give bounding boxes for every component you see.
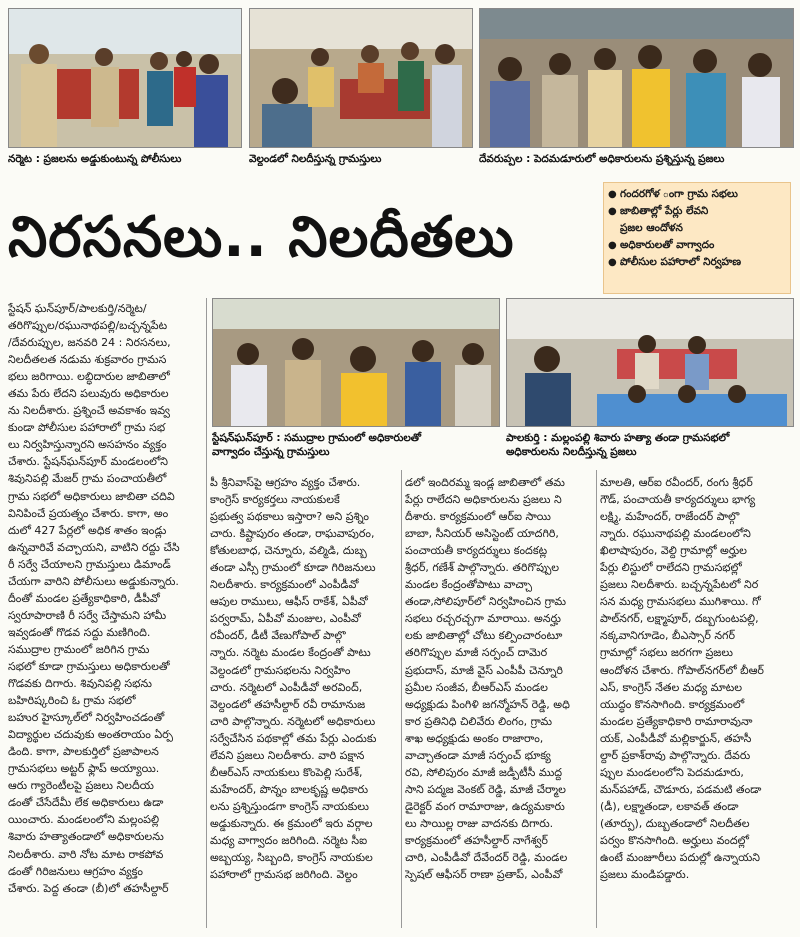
article-column-4: [600, 474, 792, 934]
photo-caption: వాగ్వాదం చేస్తున్న గ్రామస్తులు: [212, 446, 330, 458]
article-line: లక్ష్మి, మహేందర్, రాజేందర్ పాల్గొ: [600, 510, 740, 524]
article-line: సర్వేచేసిన పథకాల్లో తమ పేర్లు ఎందుకు: [210, 731, 377, 745]
article-line: సముద్రాల గ్రామంలో జరిగిన గ్రామ: [8, 642, 150, 656]
highlight-item: ● పోలీసుల పహారాలో నిర్వహణ: [608, 254, 786, 271]
article-line: స్టేషన్ ఘన్‌పూర్/పాలకుర్తి/నర్మెట/: [8, 302, 147, 315]
article-line: సాని పద్మజ వెంకట్ రెడ్డి, మాజీ చేర్మాల: [405, 782, 566, 796]
photo-caption: అధికారులను నిలదీస్తున్న ప్రజలు: [506, 446, 637, 458]
article-line: లు నిర్వహిస్తున్నారని అసహనం వ్యక్తం: [8, 438, 167, 452]
article-line: శ్రీధర్, గణేశ్ పాల్గొన్నారు. తరిగొప్పుల: [405, 561, 560, 575]
highlights-box: [603, 182, 791, 294]
article-line: సభలు రచ్చరచ్చగా మారాయి. అనర్హు: [405, 612, 561, 626]
article-line: వినిపించే ప్రయత్నం చేశారు. కాగా, అం: [8, 506, 169, 520]
bullet-icon: ●: [608, 257, 617, 268]
article-line: డంతో చేసేదేమీ లేక అధికారులు ఉడా: [8, 796, 164, 810]
article-line: గౌడ్, పంచాయతీ కార్యదర్శులు భాగ్య: [600, 493, 756, 507]
photo-caption: నర్మెట : ప్రజలను అడ్డుకుంటున్న పోలీసులు: [8, 153, 182, 165]
article-line: లను ప్రశ్నిస్తుండగా కాంగ్రెస్ నాయకులు: [210, 799, 369, 813]
article-line: శివునిపల్లి మేజర్ గ్రామ పంచాయతీలో: [8, 472, 167, 486]
article-line: కుండా పోలీసుల పహారాలో గ్రామ సభ: [8, 421, 166, 435]
photo-caption: స్టేషన్‌ఘన్‌పూర్ : సముద్రాల గ్రామంలో అధికారులతో: [212, 432, 422, 444]
article-line: బహుర హైస్కూల్‌లో నిర్వహించడంతో: [8, 711, 165, 725]
photo-caption: వెల్దండలో నిలదీస్తున్న గ్రామస్తులు: [249, 153, 382, 165]
article-line: ను నిలదీశారు. ప్రశ్నించే అవకాశం ఇవ్వ: [8, 404, 170, 418]
article-line: వెల్దండలో తహసీల్దార్ రవీ రామానుజ: [210, 697, 366, 711]
article-line: ప్రజలు నిలదీశారు. బచ్చన్నపేటలో నిర: [600, 578, 759, 592]
article-line: డింది. కాగా, పాలకుర్తిలో ప్రజాపాలన: [8, 745, 159, 759]
article-line: దీంతో మండల ప్రత్యేకాధికారి, డీపీవో: [8, 591, 160, 605]
article-line: లకు జాబితాల్లో చోటు కల్పించారంటూ: [405, 629, 563, 643]
article-line: మధ్య వాగ్వాదం జరిగింది. నర్మెట సీఐ: [210, 833, 368, 847]
article-line: న్నారు. రఘునాథపల్లి మండలంలోని: [600, 527, 751, 541]
article-line: పేర్లు రాలేదని అధికారులను ప్రజలు ని: [405, 493, 562, 507]
article-line: శివారు హత్యాతండాలో అధికారులను: [8, 830, 164, 844]
article-line: తరిగొప్పుల మాజీ సర్పంచ్ దామెర: [405, 646, 548, 660]
article-line: లేవని ప్రజలు నిలదీశారు. వారి పక్షాన: [210, 748, 365, 762]
article-line: కార్యక్రమంలో తహసీల్దార్ నాగేశ్వర్: [405, 833, 548, 847]
photo-image: [507, 299, 793, 426]
article-line: స్పెషల్ ఆఫీసర్ రాణా ప్రతాప్, ఎంపీవో: [405, 868, 563, 882]
article-line: ఇవ్వడంతో గొడవ సద్దు మణిగింది.: [8, 625, 151, 639]
bullet-icon: ●: [608, 240, 617, 251]
article-line: చేశారు. పెద్ద తండా (బీ)లో తహసీల్దార్: [8, 881, 169, 895]
article-line: పాల్‌నగర్, లక్ష్మాపూర్, దబ్బగుంటపల్లి,: [600, 612, 759, 626]
bullet-icon: ●: [608, 189, 617, 200]
article-line: కాంగ్రెస్ కార్యకర్తలు నాయకులకే: [210, 493, 340, 507]
article-line: చారు. కిష్టాపురం తండా, రాఘవాపురం,: [210, 527, 375, 541]
article-line: డైరెక్టర్ వంగ రామారాజు, ఉద్యమకారు: [405, 799, 565, 813]
article-line: డంతో గిరిజనులు ఆగ్రహం వ్యక్తం: [8, 864, 143, 878]
article-line: ప్పుల మండలంలోని పెదమడూరు,: [600, 765, 744, 779]
article-line: సన మధ్య గ్రామసభలు ముగిశాయి. గో: [600, 595, 761, 609]
article-line: వాచ్చాతండా మాజీ సర్పంచ్ భూక్య: [405, 748, 551, 762]
article-line: దులో 427 పేర్లలో అధిక శాతం ఇండ్లు: [8, 523, 167, 537]
article-line: స్వరూపారాణి రీ సర్వే చేస్తామని హామీ: [8, 608, 167, 622]
article-line: ఖిలాషాపురం, వెల్ది గ్రామాల్లో అర్హుల: [600, 544, 747, 558]
article-column-2: [210, 474, 398, 934]
article-line: పేర్లు లిస్టులో రాలేదని గ్రామసభల్లో: [600, 561, 742, 575]
article-line: ల్దార్ ప్రకాశ్‌రావు పాల్గొన్నారు. దేవరు: [600, 748, 751, 762]
photo-image: [480, 9, 793, 147]
photo-caption: పాలకుర్తి : మల్లంపల్లి శివారు హత్యా తండా గ్రామసభలో: [506, 432, 730, 444]
highlight-item-continued: ప్రజల ఆందోళన: [620, 222, 683, 234]
photo-image: [250, 9, 472, 147]
column-divider: [596, 470, 597, 928]
highlight-item: ● గందరగోళ ంగా గ్రామ సభలు: [608, 186, 786, 203]
article-line: విద్యార్థుల చదువుకు అంతరాయం ఏర్ప: [8, 728, 173, 742]
article-line: చేయగా వారిని పోలీసులు అడ్డుకున్నారు.: [8, 574, 179, 588]
article-line: ఆపుల రాములు, ఆఫీస్ రాకేశ్, ఏపీవో: [210, 595, 368, 609]
article-line: పర్వం కొనసాగింది. అర్హులు వందల్లో: [600, 833, 749, 847]
article-line: వెల్దండలో గ్రామసభలను నిర్వహిం: [210, 663, 351, 677]
article-line: ఎస్, కాంగ్రెస్ నేతల మధ్య మాటల: [600, 680, 743, 694]
article-line: కార ప్రతినిధి చిలివేరు లింగం, గ్రామ: [405, 714, 553, 728]
article-line: పంచాయతీ కార్యదర్శులు కందకట్ల: [405, 544, 548, 558]
article-line: మన్‌పహాడ్, చౌడూరు, పడమటి తండా: [600, 782, 762, 796]
article-line: అధ్యక్షుడు పింగిళి జగన్మోహన్ రెడ్డి, అధి: [405, 697, 570, 711]
article-line: నిలదీశారు. వారి నోట మాట రాకపోవ: [8, 847, 164, 861]
article-line: మండల కేంద్రంతోపాటు వాచ్చా: [405, 578, 533, 592]
photo-image: [9, 9, 241, 147]
photo-image: [213, 299, 499, 426]
article-line: చేశారు. స్టేషన్‌ఘన్‌పూర్ మండలంలోని: [8, 455, 168, 469]
photo-veldanda-villagers: [249, 8, 473, 148]
column-divider: [206, 298, 207, 928]
article-line: నక్కవానిగూడెం, బీఎస్సార్ నగర్: [600, 629, 735, 643]
photo-police-blocking: [8, 8, 242, 148]
highlight-item: ● జాబితాల్లో పేర్లు లేవని: [608, 203, 786, 220]
article-line: రవి, సోలిపురం మాజీ జడ్పీటీసీ ముద్ద: [405, 765, 563, 779]
article-line: నిలదీశారు. కార్యక్రమంలో ఎంపీడీవో: [210, 578, 359, 592]
article-line: /దేవరుప్పుల, జనవరి 24 : నిరసనలు,: [8, 336, 171, 350]
bullet-icon: ●: [608, 206, 617, 217]
article-line: రవీందర్, డీటీ వేణుగోపాల్ పాల్గొ: [210, 629, 346, 643]
article-line: తరిగొప్పుల/రఘునాథపల్లి/బచ్చన్నపేట: [8, 319, 168, 333]
article-line: ప్రభుత్వ పథకాలు ఇస్తారా? అని ప్రశ్నిం: [210, 510, 369, 524]
column-divider: [401, 470, 402, 928]
article-line: గ్రామాల్లో సభలు జరగగా ప్రజలు: [600, 646, 733, 660]
article-line: న్నారు. నర్మెట మండల కేంద్రంతో పాటు: [210, 646, 371, 660]
article-line: రీ సర్వే చేయాలని గ్రామస్తులు డిమాండ్: [8, 557, 171, 571]
article-line: బహిరిష్కరించి ఓ గ్రామ సభలో: [8, 694, 136, 708]
article-line: ఆరు గ్యారెంటీలపై ప్రజలు నిలదీయ: [8, 779, 154, 793]
article-line: అబ్బయ్య, సిబ్బంది, కాంగ్రెస్ నాయకుల: [210, 851, 373, 865]
photo-hatya-thanda-gramasabha: [506, 298, 794, 427]
highlight-item: ● అధికారులతో వాగ్వాదం: [608, 237, 786, 254]
article-line: తండా,సోలిపూర్‌లో నిర్వహించిన గ్రామ: [405, 595, 567, 609]
article-line: ఉన్నవారివే వచ్చాయని, వాటిని రద్దు చేసి: [8, 540, 180, 554]
photo-caption: దేవరుప్పల : పెదమడూరులో అధికారులను ప్రశ్నిస్తున్న ప్రజలు: [479, 153, 725, 165]
article-line: పహారాలో గ్రామసభ జరిగింది. వెల్దం: [210, 868, 358, 882]
article-line: దీశారు. కార్యక్రమంలో ఆర్‌ఐ సాయి: [405, 510, 551, 524]
photo-pedamaduru-questioning: [479, 8, 794, 148]
article-line: (డీ), లక్ష్మాతండా, లకావత్ తండా: [600, 799, 739, 813]
article-line: గొడవకు దిగారు. శివునిపల్లి సభను: [8, 677, 152, 691]
article-line: (తూర్పు), దుబ్బతండాలో నిలదీతల: [600, 816, 750, 830]
article-line: యక్, ఎంపీడీవో మల్లికార్జున్, తహసీ: [600, 731, 752, 745]
article-column-3: [405, 474, 593, 934]
article-line: చారి పాల్గొన్నారు. నర్మెటలో అధికారులు: [210, 714, 376, 728]
article-line: మాలతి, ఆర్‌ఐ రవీందర్, రంగు శ్రీధర్: [600, 476, 753, 489]
article-line: చారి, ఎంపీడీవో దేవేందర్ రెడ్డి, మండల: [405, 851, 568, 865]
article-line: ప్రభుదాస్, మాజీ వైస్ ఎంపీపీ చెన్నూరి: [405, 663, 563, 677]
article-line: బాబా, సీనియర్ అసిస్టెంట్ యాదగిరి,: [405, 527, 559, 541]
article-column-1: [8, 300, 203, 932]
headline: నిరసనలు.. నిలదీతలు: [8, 205, 515, 270]
article-line: తమ పేరు లేదని పలువురు అధికారుల: [8, 387, 169, 401]
article-line: నిలదీతలత నడుమ శుక్రవారం గ్రామస: [8, 353, 167, 367]
article-line: గ్రామసభలు అట్టర్ ఫ్లాప్ అయ్యాయి.: [8, 762, 160, 776]
article-line: యుద్ధం కొనసాగింది. కార్యక్రమంలో: [600, 697, 745, 711]
article-line: భలు జరిగాయి. లబ్ధిదారుల జాబితాలో: [8, 370, 170, 384]
article-line: మహేందర్, పొన్నం బాలకృష్ణ అధికారు: [210, 782, 368, 796]
article-line: మండల ప్రత్యేకాధికారి రామారావునా: [600, 714, 753, 728]
article-line: ప్రజలు మండిపడ్డారు.: [600, 868, 690, 882]
article-line: బీఆర్‌ఎస్ నాయకులు కొంపెల్లి సురేశ్,: [210, 765, 363, 779]
article-line: అడ్డుకున్నారు. ఈ క్రమంలో ఇరు వర్గాల: [210, 816, 373, 830]
article-line: సభలో కూడా గ్రామస్తులు అధికారులతో: [8, 659, 170, 673]
article-line: యించారు. మండలంలోని మల్లంపల్లి: [8, 813, 160, 827]
article-line: పీ శ్రీనివాస్‌పై ఆగ్రహం వ్యక్తం చేశారు.: [210, 476, 361, 489]
article-line: తండా ఎస్సీ గ్రామంలో కూడా గిరిజనులు: [210, 561, 376, 575]
article-line: లు సాయిల్ల రాజు వాదనకు దిగారు.: [405, 816, 554, 830]
photo-samudrala-argument: [212, 298, 500, 427]
article-line: పర్వరామ్, ఏపీవో మంజుల, ఎంపీవో: [210, 612, 361, 626]
article-line: కోతులబాధ, చెన్నూరు, వల్మిడి, దుబ్బ: [210, 544, 367, 558]
article-line: చారు. నర్మెటలో ఎంపీడీవో అరవింద్,: [210, 680, 363, 694]
article-line: శాఖ అధ్యక్షుడు అంకం రాజారాం,: [405, 731, 544, 745]
article-line: ఆందోళన చేశారు. గోపాల్‌నగర్‌లో బీఆర్: [600, 663, 764, 677]
article-line: డలో ఇందిరమ్మ ఇండ్ల జాబితాలో తమ: [405, 476, 565, 489]
article-line: ఉంటే మంజూరీలు పదుల్లో ఉన్నాయని: [600, 851, 760, 865]
article-line: గ్రామ సభలో అధికారులు జాబితా చదివి: [8, 489, 175, 503]
article-line: ప్రమీల సంజీవ, బీఆర్‌ఎస్ మండల: [405, 680, 548, 694]
